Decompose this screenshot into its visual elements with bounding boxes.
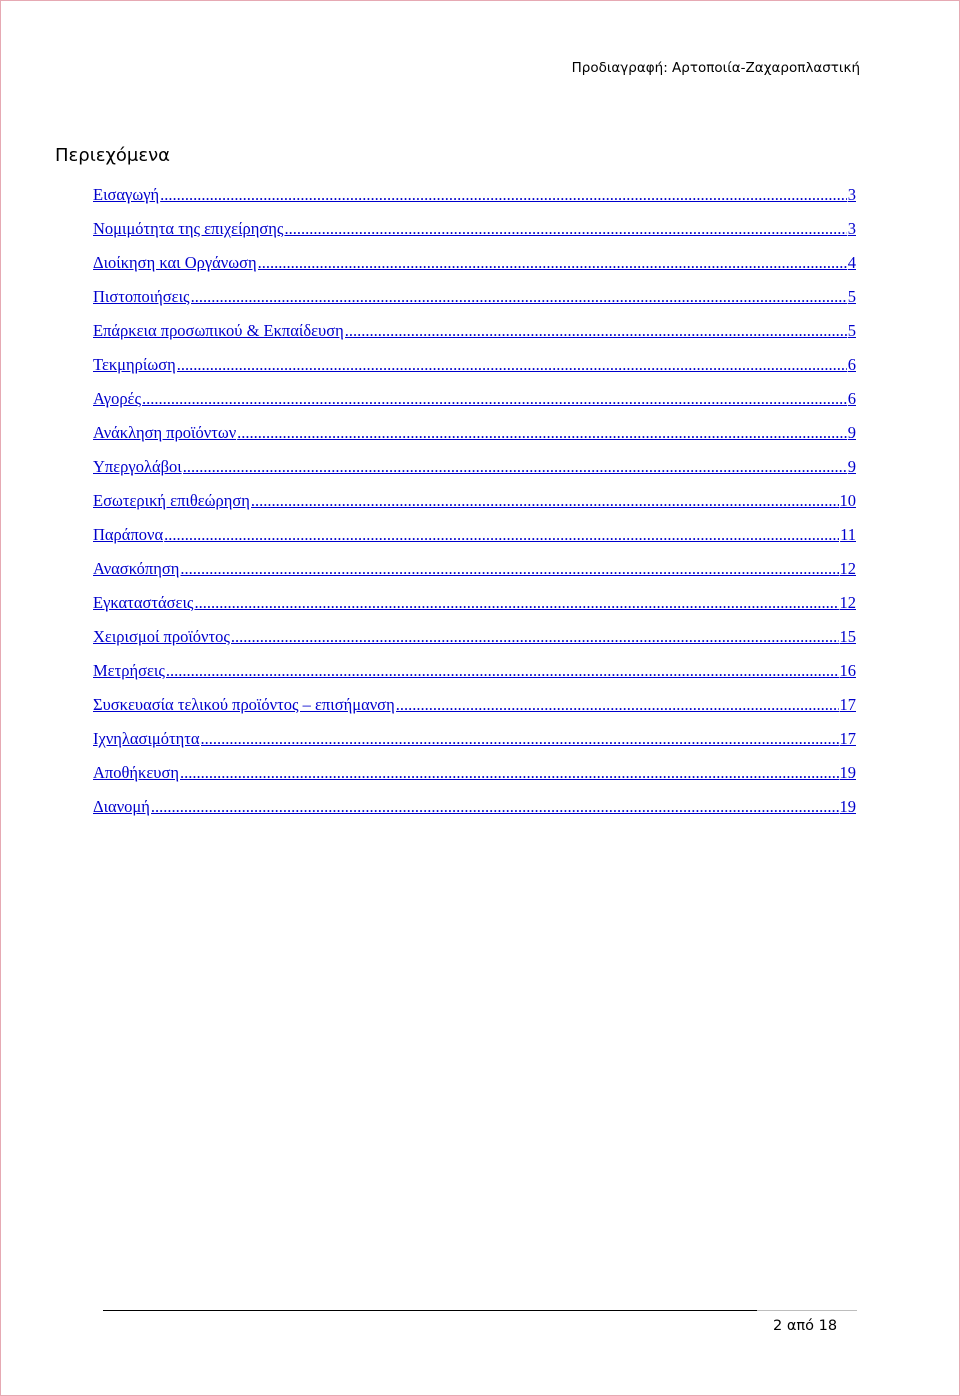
toc-entry-label: Τεκμηρίωση <box>93 355 176 374</box>
toc-dot-leader <box>231 625 839 649</box>
toc-entry-link[interactable] <box>93 557 856 591</box>
toc-dot-leader <box>177 353 847 377</box>
toc-entry-page-number: 9 <box>847 457 856 476</box>
toc-entry-label: Υπεργολάβοι <box>93 457 182 476</box>
toc-dot-leader <box>183 455 847 479</box>
toc-entry-link[interactable] <box>93 183 856 217</box>
toc-entry-label: Χειρισμοί προϊόντος <box>93 627 230 646</box>
toc-dot-leader <box>142 387 847 411</box>
toc-entry-link[interactable] <box>93 217 856 251</box>
toc-entry-label: Πιστοποιήσεις <box>93 287 190 306</box>
toc-entry-label: Αποθήκευση <box>93 763 179 782</box>
toc-dot-leader <box>166 659 839 683</box>
toc-entry-page-number: 17 <box>839 695 856 714</box>
toc-dot-leader <box>237 421 847 445</box>
toc-entry-page-number: 16 <box>839 661 856 680</box>
toc-dot-leader <box>251 489 839 513</box>
toc-dot-leader <box>151 795 839 819</box>
toc-entry-label: Εγκαταστάσεις <box>93 593 194 612</box>
footer-rule <box>103 1310 857 1311</box>
toc-entry-page-number: 3 <box>847 219 856 238</box>
toc-dot-leader <box>180 557 838 581</box>
toc-entry-link[interactable] <box>93 489 856 523</box>
toc-entry-link[interactable] <box>93 387 856 421</box>
toc-entry-page-number: 12 <box>839 593 856 612</box>
toc-entry-link[interactable] <box>93 353 856 387</box>
toc-dot-leader <box>396 693 839 717</box>
toc-dot-leader <box>164 523 839 547</box>
footer-page-indicator: 2 από 18 <box>773 1318 838 1334</box>
toc-entry-page-number: 5 <box>847 287 856 306</box>
toc-entry-label: Ανασκόπηση <box>93 559 180 578</box>
toc-entry-link[interactable] <box>93 761 856 795</box>
toc-entry-link[interactable] <box>93 251 856 285</box>
toc-entry-label: Συσκευασία τελικού προϊόντος – επισήμανση <box>93 695 395 714</box>
toc-dot-leader <box>284 217 846 241</box>
toc-entry-page-number: 19 <box>839 797 856 816</box>
toc-entry-link[interactable] <box>93 455 856 489</box>
toc-dot-leader <box>194 591 838 615</box>
toc-entry-page-number: 3 <box>847 185 856 204</box>
toc-dot-leader <box>258 251 847 275</box>
toc-entry-label: Μετρήσεις <box>93 661 165 680</box>
toc-entry-page-number: 9 <box>847 423 856 442</box>
toc-entry-link[interactable] <box>93 285 856 319</box>
toc-entry-link[interactable] <box>93 693 856 727</box>
toc-entry-page-number: 12 <box>839 559 856 578</box>
toc-title: Περιεχόμενα <box>55 145 171 166</box>
toc-entry-page-number: 19 <box>839 763 856 782</box>
toc-entry-page-number: 4 <box>847 253 856 272</box>
toc-dot-leader <box>201 727 839 751</box>
footer-rule-end <box>757 1310 857 1311</box>
toc-dot-leader <box>191 285 847 309</box>
toc-entry-label: Διοίκηση και Οργάνωση <box>93 253 257 272</box>
toc-dot-leader <box>160 183 847 207</box>
toc-entry-label: Εσωτερική επιθεώρηση <box>93 491 250 510</box>
toc-entry-page-number: 6 <box>847 355 856 374</box>
toc-entry-link[interactable] <box>93 319 856 353</box>
toc-entry-label: Παράπονα <box>93 525 164 544</box>
toc-entry-label: Εισαγωγή <box>93 185 160 204</box>
document-header: Προδιαγραφή: Αρτοποιία-Ζαχαροπλαστική <box>571 60 860 76</box>
toc-entry-label: Ανάκληση προϊόντων <box>93 423 237 442</box>
toc-entry-link[interactable] <box>93 727 856 761</box>
toc-entry-link[interactable] <box>93 625 856 659</box>
toc-entry-link[interactable] <box>93 659 856 693</box>
toc-entry-link[interactable] <box>93 523 856 557</box>
toc-dot-leader <box>345 319 847 343</box>
toc-entry-label: Διανομή <box>93 797 150 816</box>
toc-entry-label: Επάρκεια προσωπικού & Εκπαίδευση <box>93 321 344 340</box>
toc-entry-page-number: 10 <box>839 491 856 510</box>
toc-entry-page-number: 5 <box>847 321 856 340</box>
toc-entry-page-number: 15 <box>839 627 856 646</box>
toc-entry-link[interactable] <box>93 421 856 455</box>
toc-entry-label: Ιχνηλασιμότητα <box>93 729 200 748</box>
toc-entry-link[interactable] <box>93 795 856 829</box>
toc-dot-leader <box>180 761 839 785</box>
toc-entry-label: Νομιμότητα της επιχείρησης <box>93 219 284 238</box>
toc-entry-page-number: 11 <box>840 525 856 544</box>
toc-entry-link[interactable] <box>93 591 856 625</box>
toc-entry-page-number: 6 <box>847 389 856 408</box>
toc-entry-page-number: 17 <box>839 729 856 748</box>
table-of-contents <box>93 183 856 829</box>
toc-entry-label: Αγορές <box>93 389 142 408</box>
